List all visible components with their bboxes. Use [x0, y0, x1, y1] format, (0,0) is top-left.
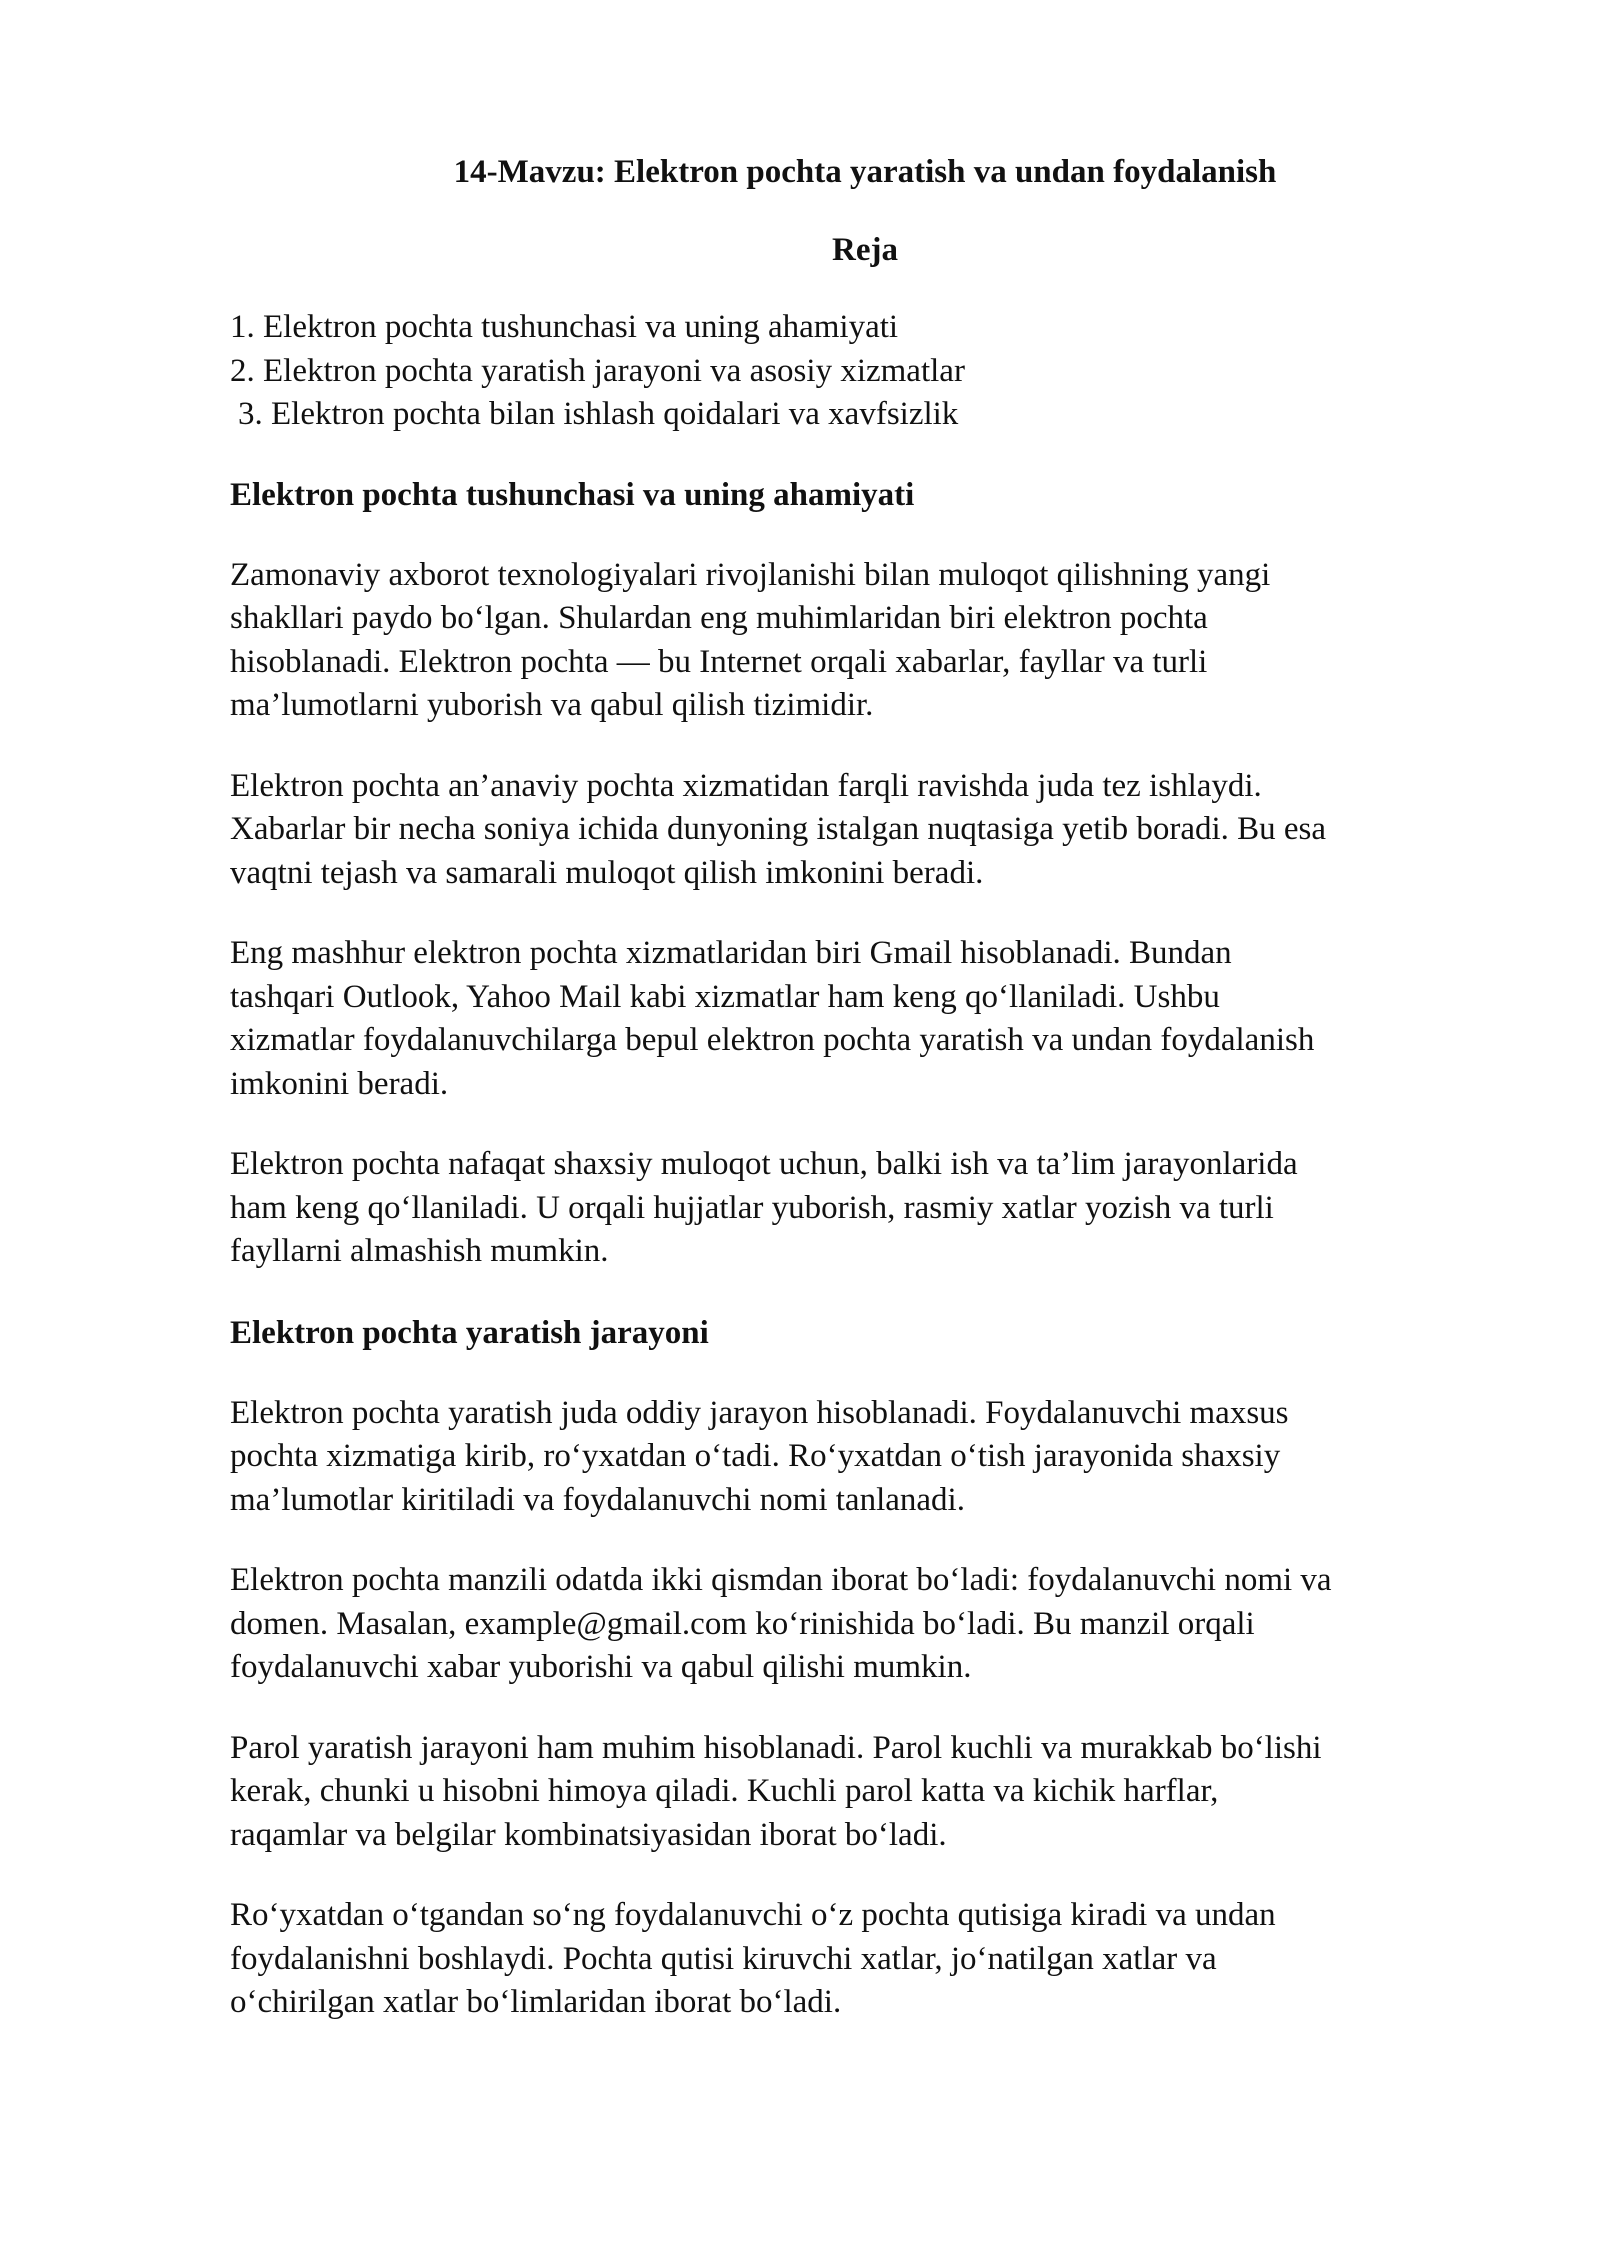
plan-item: 1. Elektron pochta tushunchasi va uning ahamiyati: [230, 309, 899, 345]
paragraph: Elektron pochta manzili odatda ikki qismdan iborat bo‘ladi: foydalanuvchi nomi va domen. Masalan, example@gmail.com ko‘rinishida bo‘ladi. Bu manzil orqali foydalanuvchi xabar yuborishi va qabul qilishi mumkin.: [230, 1562, 1332, 1685]
paragraph: Elektron pochta nafaqat shaxsiy muloqot uchun, balki ish va ta’lim jarayonlarida ham keng qo‘llaniladi. U orqali hujjatlar yuborish, rasmiy xatlar yozish va turli fayllarni almashish mumkin.: [230, 1146, 1298, 1269]
document-title: 14-Mavzu: Elektron pochta yaratish va undan foydalanish: [453, 154, 1277, 190]
paragraph: Zamonaviy axborot texnologiyalari rivojlanishi bilan muloqot qilishning yangi shakllari paydo bo‘lgan. Shulardan eng muhimlaridan biri elektron pochta hisoblanadi. Elektron pochta — bu Internet orqali xabarlar, fayllar va turli ma’lumotlarni yuborish va qabul qilish tizimidir.: [230, 556, 1271, 723]
paragraph: Eng mashhur elektron pochta xizmatlaridan biri Gmail hisoblanadi. Bundan tashqari Outlook, Yahoo Mail kabi xizmatlar ham keng qo‘llaniladi. Ushbu xizmatlar foydalanuvchilarga bepul elektron pochta yaratish va undan foydalanish imkonini beradi.: [230, 935, 1315, 1102]
paragraph: Elektron pochta yaratish juda oddiy jarayon hisoblanadi. Foydalanuvchi maxsus pochta xizmatiga kirib, ro‘yxatdan o‘tadi. Ro‘yxatdan o‘tish jarayonida shaxsiy ma’lumotlar kiritiladi va foydalanuvchi nomi tanlanadi.: [230, 1394, 1289, 1518]
plan-heading: Reja: [832, 232, 898, 268]
section-concept: [230, 473, 1500, 1274]
paragraph: Ro‘yxatdan o‘tgandan so‘ng foydalanuvchi o‘z pochta qutisiga kiradi va undan foydalanishni boshlaydi. Pochta qutisi kiruvchi xatlar, jo‘natilgan xatlar va o‘chirilgan xatlar bo‘limlaridan iborat bo‘ladi.: [230, 1897, 1276, 2020]
plan-item: 3. Elektron pochta bilan ishlash qoidalari va xavfsizlik: [238, 396, 959, 432]
section-creation: [230, 1311, 1500, 2025]
section-heading: Elektron pochta tushunchasi va uning ahamiyati: [230, 476, 915, 513]
section-heading: Elektron pochta yaratish jarayoni: [230, 1314, 709, 1351]
paragraph: Parol yaratish jarayoni ham muhim hisoblanadi. Parol kuchli va murakkab bo‘lishi kerak, chunki u hisobni himoya qiladi. Kuchli parol katta va kichik harflar, raqamlar va belgilar kombinatsiyasidan iborat bo‘ladi.: [230, 1729, 1322, 1853]
plan-item: 2. Elektron pochta yaratish jarayoni va asosiy xizmatlar: [230, 352, 965, 389]
paragraph: Elektron pochta an’anaviy pochta xizmatidan farqli ravishda juda tez ishlaydi. Xabarlar bir necha soniya ichida dunyoning istalgan nuqtasiga yetib boradi. Bu esa vaqtni tejash va samarali muloqot qilish imkonini beradi.: [230, 767, 1327, 891]
plan-list: [230, 306, 1500, 437]
